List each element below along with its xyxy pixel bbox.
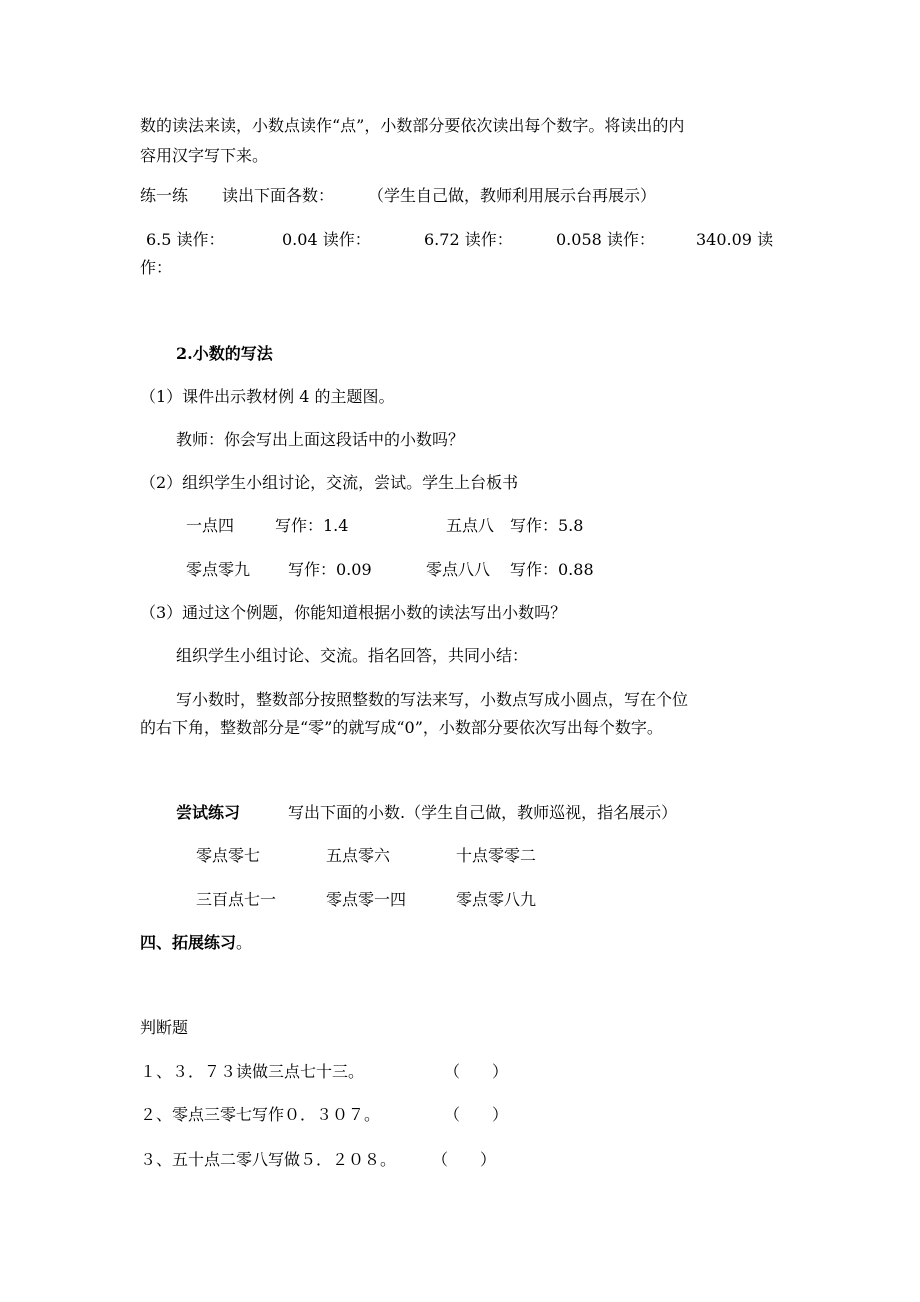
section2-heading: 2.小数的写法 bbox=[176, 344, 273, 363]
answer-parens: （ ） bbox=[432, 1150, 497, 1169]
section2-step1: （1）课件出示教材例 4 的主题图。 bbox=[140, 387, 395, 406]
answer-parens: （ ） bbox=[444, 1062, 509, 1081]
teacher-question: 教师：你会写出上面这段话中的小数吗？ bbox=[176, 430, 465, 449]
trial-item: 三百点七一 bbox=[196, 890, 277, 909]
trial-item: 五点零六 bbox=[326, 846, 391, 865]
board-write: 写作：0.09 bbox=[288, 560, 372, 579]
practice1-instruction: 读出下面各数： bbox=[222, 186, 335, 205]
summary-line-2: 的右下角，整数部分是“零”的就写成“0”，小数部分要依次写出每个数字。 bbox=[140, 718, 663, 737]
judge-question-3: ３、五十点二零八写做５．２０８。 bbox=[140, 1150, 397, 1169]
section4-heading-punct: 。 bbox=[236, 933, 253, 952]
practice1-item: 0.058 读作： bbox=[556, 230, 655, 249]
section4-heading bbox=[140, 933, 252, 953]
discussion-line: 组织学生小组讨论、交流。指名回答，共同小结： bbox=[176, 646, 529, 665]
practice1-item: 0.04 读作： bbox=[282, 230, 371, 249]
practice1-label: 练一练 bbox=[140, 186, 189, 205]
board-word: 零点零九 bbox=[186, 560, 251, 579]
board-write: 写作：0.88 bbox=[510, 560, 594, 579]
section4-heading-text: 四、拓展练习 bbox=[140, 933, 237, 952]
practice1-item: 340.09 读 bbox=[696, 230, 774, 249]
section2-step3: （3）通过这个例题，你能知道根据小数的读法写出小数吗？ bbox=[140, 603, 567, 622]
summary-line-1: 写小数时，整数部分按照整数的写法来写，小数点写成小圆点，写在个位 bbox=[176, 690, 689, 709]
intro-line-1: 数的读法来读，小数点读作“点”，小数部分要依次读出每个数字。将读出的内 bbox=[140, 116, 685, 135]
judge-question-2: ２、零点三零七写作０．３０７。 bbox=[140, 1105, 381, 1124]
practice1-item: 6.5 读作： bbox=[146, 230, 225, 249]
judge-question-1: １、３．７３读做三点七十三。 bbox=[140, 1062, 365, 1081]
trial-item: 十点零零二 bbox=[456, 846, 537, 865]
trial-instruction: 写出下面的小数.（学生自己做，教师巡视，指名展示） bbox=[288, 803, 678, 822]
trial-item: 零点零八九 bbox=[456, 890, 537, 909]
practice1-item: 6.72 读作： bbox=[424, 230, 513, 249]
practice1-note: （学生自己做，教师利用展示台再展示） bbox=[368, 186, 657, 205]
board-word: 五点八 bbox=[446, 516, 495, 535]
judge-title: 判断题 bbox=[140, 1018, 189, 1037]
answer-parens: （ ） bbox=[444, 1105, 509, 1124]
board-write: 写作：1.4 bbox=[275, 516, 349, 535]
practice1-wrap: 作： bbox=[140, 258, 173, 277]
trial-label: 尝试练习 bbox=[176, 803, 241, 822]
intro-line-2: 容用汉字写下来。 bbox=[140, 146, 269, 165]
board-word: 一点四 bbox=[186, 516, 235, 535]
trial-item: 零点零一四 bbox=[326, 890, 407, 909]
board-write: 写作：5.8 bbox=[510, 516, 584, 535]
section2-step2: （2）组织学生小组讨论，交流，尝试。学生上台板书 bbox=[140, 473, 519, 492]
board-word: 零点八八 bbox=[426, 560, 491, 579]
trial-item: 零点零七 bbox=[196, 846, 261, 865]
